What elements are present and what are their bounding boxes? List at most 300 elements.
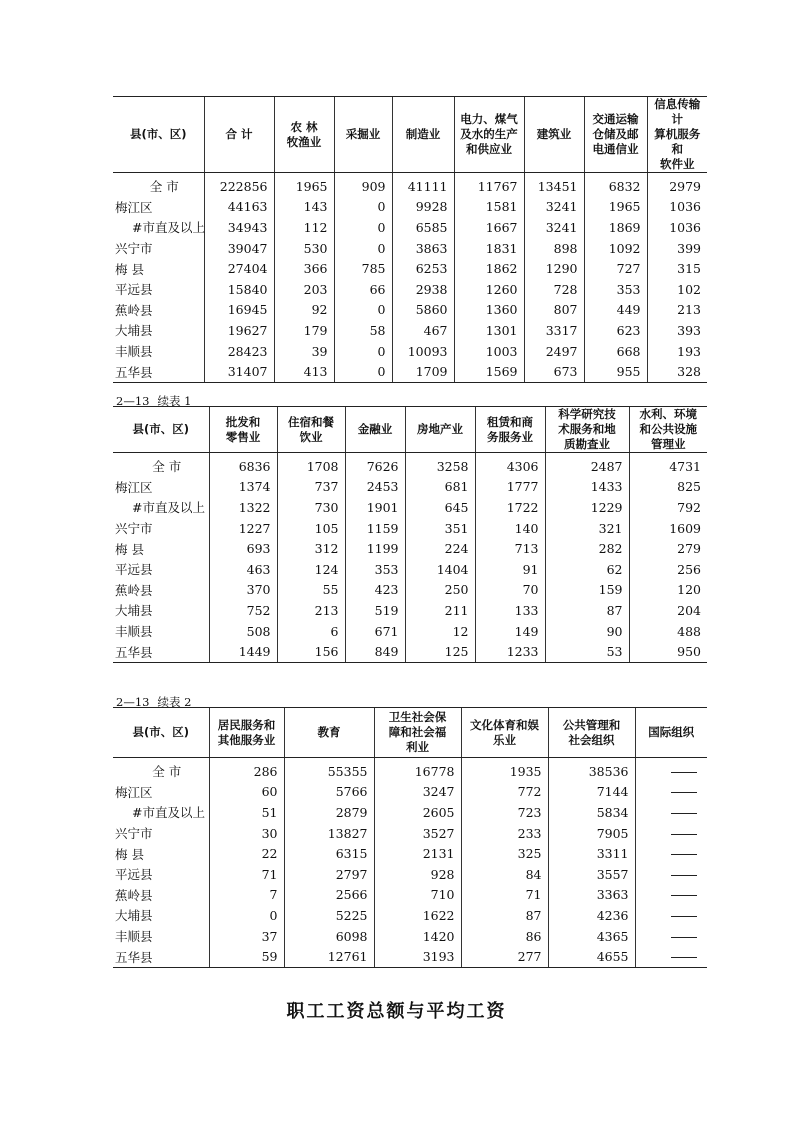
table-cell: 28423 [204,341,274,362]
table-cell: 1709 [392,361,454,382]
table-cell: 15840 [204,279,274,300]
table-cell-empty [635,946,707,967]
table-cell: 671 [345,621,405,642]
header-real-estate: 房地产业 [405,407,475,453]
table-cell: 351 [405,518,475,539]
table-cell: 6832 [584,173,647,197]
table-cell: 6 [277,621,345,642]
dash-mark [671,813,697,814]
table-cell: 143 [274,197,334,218]
table-cell: 1260 [454,279,524,300]
table-cell: 1233 [475,641,545,662]
table-row [113,341,707,362]
table-cell: 12 [405,621,475,642]
table-cell: 413 [274,361,334,382]
table-cell-empty [635,823,707,844]
row-label: 平远县 [115,282,153,298]
table-cell: 449 [584,300,647,321]
table-cell: 0 [334,238,392,259]
table-cell: 62 [545,559,629,580]
dash-mark [671,937,697,938]
table-cell: 55355 [284,758,374,782]
dash-mark [671,916,697,917]
header-utilities: 电力、煤气 及水的生产 和供应业 [454,97,524,173]
table-cell: 1159 [345,518,405,539]
table-cell: 193 [647,341,707,362]
table-row [113,600,707,621]
table-cell: 2487 [545,453,629,477]
table-header-row [113,97,707,173]
table-cell: 2938 [392,279,454,300]
table-cell: 370 [209,580,277,601]
table-cell: 27404 [204,258,274,279]
table-cell: 463 [209,559,277,580]
table-cell: 4236 [548,905,635,926]
header-agriculture: 农 林 牧渔业 [274,97,334,173]
table-cell: 1322 [209,497,277,518]
table-cell: 3258 [405,453,475,477]
table-cell: 60 [209,782,284,803]
table-cell: 1831 [454,238,524,259]
table-cell: 105 [277,518,345,539]
table-cell: 1965 [274,173,334,197]
table-cell: 0 [334,217,392,238]
table-cell: 713 [475,538,545,559]
row-label: 全 市 [152,459,182,475]
table-cell: 312 [277,538,345,559]
header-water-environment: 水利、环境 和公共设施 管理业 [629,407,707,453]
table-cell: 7 [209,885,284,906]
header-county: 县(市、区) [113,97,204,173]
table-row [113,823,707,844]
header-hospitality: 住宿和餐 饮业 [277,407,345,453]
row-label: 丰顺县 [115,929,153,945]
row-label: #市直及以上 [132,220,205,236]
dash-mark [671,854,697,855]
table-cell: 3363 [548,885,635,906]
header-international: 国际组织 [635,708,707,758]
table-cell: 399 [647,238,707,259]
dash-mark [671,772,697,773]
table-cell: 204 [629,600,707,621]
table-cell: 5860 [392,300,454,321]
table-cell: 12761 [284,946,374,967]
table-cell: 1092 [584,238,647,259]
table-cell: 179 [274,320,334,341]
row-label: #市直及以上 [132,805,205,821]
header-wholesale: 批发和 零售业 [209,407,277,453]
table-cell: 0 [334,197,392,218]
table-cell: 250 [405,580,475,601]
table-cell: 7905 [548,823,635,844]
table-cell: 0 [209,905,284,926]
table-employment-by-industry-3 [113,707,707,968]
table-cell: 423 [345,580,405,601]
row-label: 梅江区 [115,479,153,495]
table-cell: 2497 [524,341,584,362]
table-cell: 41111 [392,173,454,197]
table-cell: 0 [334,300,392,321]
table-cell: 325 [461,843,548,864]
table-cell: 3241 [524,217,584,238]
table-cell: 91 [475,559,545,580]
table-cell: 849 [345,641,405,662]
table-row [113,217,707,238]
table-cell: 90 [545,621,629,642]
table-row [113,361,707,382]
table-row [113,518,707,539]
table-cell: 13827 [284,823,374,844]
table-cell: 1581 [454,197,524,218]
table-row [113,885,707,906]
table-cell: 1420 [374,926,461,947]
table-cell: 1036 [647,217,707,238]
table-row [113,453,707,477]
table-cell: 125 [405,641,475,662]
table-row [113,621,707,642]
table-cell: 2797 [284,864,374,885]
table-cell: 1935 [461,758,548,782]
table-cell: 4731 [629,453,707,477]
table-cell: 3241 [524,197,584,218]
table-cell: 681 [405,477,475,498]
table-cell: 87 [545,600,629,621]
table-cell: 1622 [374,905,461,926]
row-label: 大埔县 [115,908,153,924]
header-public-admin: 公共管理和 社会组织 [548,708,635,758]
row-label: 全 市 [152,764,182,780]
table-cell: 3317 [524,320,584,341]
table-cell: 211 [405,600,475,621]
caption-text: 续表 2 [157,695,192,709]
table-cell: 277 [461,946,548,967]
table-row [113,173,707,197]
dash-mark [671,895,697,896]
table-cell: 133 [475,600,545,621]
table-cell: 1667 [454,217,524,238]
table-cell: 13451 [524,173,584,197]
table-header-row [113,708,707,758]
table-row [113,238,707,259]
table-cell-empty [635,885,707,906]
dash-mark [671,875,697,876]
table-cell: 286 [209,758,284,782]
table-cell: 2453 [345,477,405,498]
table-cell: 728 [524,279,584,300]
table-cell: 2879 [284,802,374,823]
table-cell: 467 [392,320,454,341]
table-cell: 723 [461,802,548,823]
table-cell: 955 [584,361,647,382]
row-label: 大埔县 [115,603,153,619]
table-cell: 6836 [209,453,277,477]
header-county: 县(市、区) [113,407,209,453]
caption-number: 2—13 [116,695,150,709]
table-cell: 92 [274,300,334,321]
table-cell: 203 [274,279,334,300]
table-cell-empty [635,864,707,885]
table-row [113,497,707,518]
table-cell: 1901 [345,497,405,518]
table-cell: 233 [461,823,548,844]
table-cell: 727 [584,258,647,279]
row-label: 大埔县 [115,323,153,339]
header-finance: 金融业 [345,407,405,453]
table-header-row [113,407,707,453]
row-label: 梅 县 [115,541,144,557]
table-cell: 730 [277,497,345,518]
table-cell: 645 [405,497,475,518]
table-cell: 321 [545,518,629,539]
table-cell: 825 [629,477,707,498]
table-cell: 1036 [647,197,707,218]
table-cell: 7144 [548,782,635,803]
row-label: 兴宁市 [115,826,153,842]
row-label: 全 市 [149,179,179,195]
table-cell: 5834 [548,802,635,823]
table-cell: 58 [334,320,392,341]
table-cell: 31407 [204,361,274,382]
table-row [113,197,707,218]
header-education: 教育 [284,708,374,758]
table-cell: 1003 [454,341,524,362]
table-cell: 59 [209,946,284,967]
table-cell: 112 [274,217,334,238]
table-cell: 737 [277,477,345,498]
table-cell: 1360 [454,300,524,321]
row-label: #市直及以上 [132,500,205,516]
row-label: 梅江区 [115,199,153,215]
table-cell: 328 [647,361,707,382]
row-label: 蕉岭县 [115,302,153,318]
caption-number: 2—13 [116,394,150,408]
header-transport: 交通运输 仓储及邮 电通信业 [584,97,647,173]
table-cell: 1722 [475,497,545,518]
table-employment-by-industry-2 [113,406,707,663]
table-cell: 11767 [454,173,524,197]
header-resident-services: 居民服务和 其他服务业 [209,708,284,758]
table-row [113,758,707,782]
table-cell: 149 [475,621,545,642]
table-cell: 140 [475,518,545,539]
table-cell: 7626 [345,453,405,477]
table-cell: 950 [629,641,707,662]
table-cell: 2131 [374,843,461,864]
table-cell: 71 [209,864,284,885]
table-row [113,320,707,341]
table-cell: 623 [584,320,647,341]
table-cell: 4655 [548,946,635,967]
caption-text: 续表 1 [157,394,192,408]
table-row [113,279,707,300]
table-cell-empty [635,758,707,782]
table-cell: 1374 [209,477,277,498]
table-cell: 5225 [284,905,374,926]
table-cell: 70 [475,580,545,601]
table-row [113,843,707,864]
table-cell: 710 [374,885,461,906]
row-label: 梅 县 [115,846,144,862]
header-it: 信息传输计 算机服务和 软件业 [647,97,707,173]
table-cell: 222856 [204,173,274,197]
table-cell: 393 [647,320,707,341]
table-cell: 530 [274,238,334,259]
table-cell-empty [635,802,707,823]
header-manufacturing: 制造业 [392,97,454,173]
table-cell: 53 [545,641,629,662]
table-cell: 519 [345,600,405,621]
header-construction: 建筑业 [524,97,584,173]
table-cell: 4365 [548,926,635,947]
table-cell: 1227 [209,518,277,539]
table-row [113,300,707,321]
table-cell: 30 [209,823,284,844]
table-cell: 16945 [204,300,274,321]
table-cell: 6315 [284,843,374,864]
row-label: 蕉岭县 [115,887,153,903]
table-cell: 1569 [454,361,524,382]
section-title: 职工工资总额与平均工资 [286,1001,507,1022]
table-cell: 1777 [475,477,545,498]
table-cell: 1199 [345,538,405,559]
table-cell: 3193 [374,946,461,967]
table-row [113,477,707,498]
header-health-social: 卫生社会保 障和社会福 利业 [374,708,461,758]
table-cell: 120 [629,580,707,601]
table-cell: 213 [277,600,345,621]
table-cell: 0 [334,361,392,382]
table-cell: 256 [629,559,707,580]
table-cell: 898 [524,238,584,259]
table-cell: 38536 [548,758,635,782]
row-label: 五华县 [113,641,209,662]
table-cell: 668 [584,341,647,362]
table-cell: 353 [584,279,647,300]
table-cell: 16778 [374,758,461,782]
table-cell: 10093 [392,341,454,362]
table-cell: 37 [209,926,284,947]
row-label: 平远县 [115,562,153,578]
row-label: 梅江区 [115,784,153,800]
table-cell-empty [635,782,707,803]
table-cell: 315 [647,258,707,279]
table-cell: 928 [374,864,461,885]
row-label: 兴宁市 [115,241,153,257]
table-cell: 785 [334,258,392,279]
table-employment-by-industry-1 [113,96,707,383]
table-cell: 353 [345,559,405,580]
table-cell: 2566 [284,885,374,906]
row-label: 兴宁市 [115,521,153,537]
table-row [113,538,707,559]
table-row [113,559,707,580]
table-cell: 279 [629,538,707,559]
dash-mark [671,792,697,793]
row-label: 丰顺县 [115,624,153,640]
table-cell: 693 [209,538,277,559]
table-cell: 366 [274,258,334,279]
table-cell: 282 [545,538,629,559]
table-cell-empty [635,905,707,926]
table-cell: 66 [334,279,392,300]
table-cell: 6253 [392,258,454,279]
table-cell: 156 [277,641,345,662]
table-cell: 2605 [374,802,461,823]
table-cell: 213 [647,300,707,321]
table-cell: 4306 [475,453,545,477]
table-cell-empty [635,926,707,947]
table-cell: 86 [461,926,548,947]
table-cell: 1609 [629,518,707,539]
table-cell: 1433 [545,477,629,498]
table-cell: 124 [277,559,345,580]
dash-mark [671,834,697,835]
row-label: 五华县 [113,946,209,967]
table-cell: 3247 [374,782,461,803]
header-leasing: 租赁和商 务服务业 [475,407,545,453]
table-row [113,802,707,823]
table-row [113,580,707,601]
table-cell: 508 [209,621,277,642]
header-total: 合 计 [204,97,274,173]
table-cell: 1449 [209,641,277,662]
row-label: 五华县 [113,361,204,382]
table-cell: 1404 [405,559,475,580]
row-label: 平远县 [115,867,153,883]
table-cell: 19627 [204,320,274,341]
table-cell: 3527 [374,823,461,844]
header-mining: 采掘业 [334,97,392,173]
table-cell: 2979 [647,173,707,197]
row-label: 丰顺县 [115,344,153,360]
dash-mark [671,957,697,958]
table-cell-empty [635,843,707,864]
table-cell: 44163 [204,197,274,218]
table-cell: 1965 [584,197,647,218]
table-cell: 5766 [284,782,374,803]
table-cell: 22 [209,843,284,864]
table-cell: 0 [334,341,392,362]
table-row [113,946,707,967]
table-cell: 3557 [548,864,635,885]
table-cell: 39047 [204,238,274,259]
table-cell: 84 [461,864,548,885]
table-cell: 752 [209,600,277,621]
table-cell: 1869 [584,217,647,238]
table-cell: 55 [277,580,345,601]
table-row [113,905,707,926]
row-label: 梅 县 [115,261,144,277]
table-cell: 159 [545,580,629,601]
table-cell: 9928 [392,197,454,218]
table-cell: 6585 [392,217,454,238]
table-cell: 6098 [284,926,374,947]
header-culture-sports: 文化体育和娱 乐业 [461,708,548,758]
table-row [113,926,707,947]
table-row [113,864,707,885]
table-row [113,258,707,279]
table-cell: 1290 [524,258,584,279]
table-cell: 673 [524,361,584,382]
table-cell: 1862 [454,258,524,279]
table-cell: 772 [461,782,548,803]
table-cell: 1229 [545,497,629,518]
table-cell: 71 [461,885,548,906]
table-cell: 3311 [548,843,635,864]
table-cell: 3863 [392,238,454,259]
table-row [113,782,707,803]
table-cell: 1708 [277,453,345,477]
